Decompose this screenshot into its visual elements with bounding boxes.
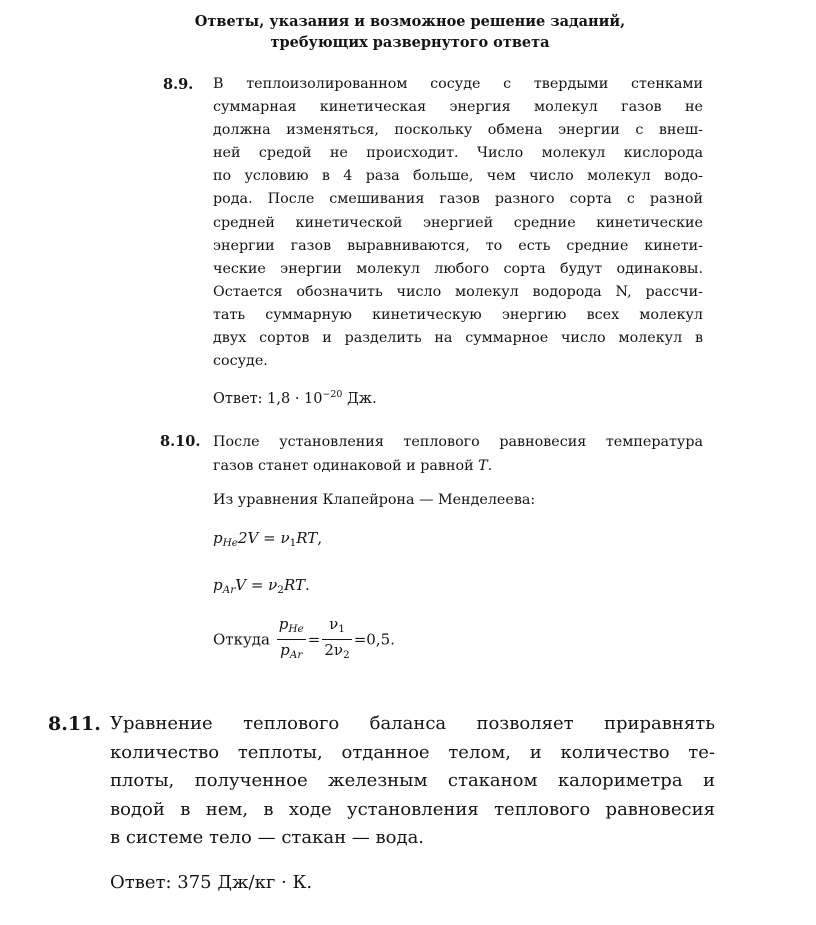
text-line: количество теплоты, отданное телом, и количество те- [110, 741, 715, 763]
problem-number: 8.10. [160, 433, 201, 450]
equals-sign: = [307, 630, 321, 649]
header-line-2: требующих развернутого ответа [270, 34, 550, 51]
problem-text [213, 73, 703, 373]
eq-symbol: 2ν [324, 641, 343, 659]
text-line: по условию в 4 раза больше, чем число молекул водо- [213, 168, 703, 185]
text-line: суммарная кинетическая энергия молекул газов не [213, 99, 703, 116]
eq-symbol: p [278, 615, 289, 633]
text-line: в системе тело — стакан — вода. [110, 827, 425, 848]
text-line: водой в нем, в ходе установления теплового равновесия [110, 798, 715, 820]
eq-symbol: p [280, 641, 290, 659]
text-fragment: . [487, 458, 493, 474]
eq-subscript: Ar [222, 584, 236, 596]
answer-exponent: −20 [322, 389, 343, 401]
text-line: Остается обозначить число молекул водорода N, рассчи- [213, 283, 703, 300]
answer [110, 869, 715, 898]
eq-punct: . [305, 576, 310, 594]
fraction-denominator [322, 640, 351, 665]
eq-symbol: 2V = ν [237, 529, 290, 547]
eq-symbol: p [213, 529, 223, 547]
answer-value: 375 Дж/кг · К. [177, 871, 313, 893]
eq-symbol: p [213, 576, 223, 594]
text-line: энергии газов выравниваются, то есть средние кинети- [213, 237, 703, 254]
section-header [130, 11, 690, 53]
text-line [213, 454, 703, 478]
eq-subscript: 2 [277, 584, 284, 596]
eq-subscript: He [288, 623, 304, 635]
text-line: В теплоизолированном сосуде с твердыми стенками [213, 76, 703, 92]
problem-number: 8.9. [163, 76, 194, 93]
text-line: После установления теплового равновесия температура [213, 434, 703, 450]
fraction-numerator [322, 614, 351, 640]
text-line: плоты, полученное железным стаканом калориметра и [110, 770, 715, 791]
eq-punct: , [317, 529, 323, 547]
pressure-ratio-fraction [277, 614, 306, 665]
eq-subscript: Ar [289, 649, 303, 661]
text-line: ческие энергии молекул любого сорта будут одинаковы. [213, 260, 703, 277]
result-value: 0,5. [366, 630, 395, 649]
equals-sign: = [353, 630, 367, 649]
answer-label: Ответ: [110, 871, 172, 893]
answer-label: Ответ: [213, 391, 263, 408]
answer [213, 383, 703, 411]
answer-unit: Дж. [346, 391, 377, 408]
eq-symbol: V = ν [235, 576, 278, 594]
text-line: ней средой не происходит. Число молекул кислорода [213, 145, 703, 162]
result-line [213, 614, 703, 665]
text-line: средней кинетической энергией средние кинетические [213, 214, 703, 231]
fraction-denominator [277, 640, 306, 665]
equation-1 [213, 526, 703, 555]
moles-ratio-fraction [322, 614, 351, 665]
text-line: рода. После смешивания газов разного сорта с разной [213, 191, 703, 208]
problem-text [110, 710, 715, 853]
eq-symbol: ν [329, 615, 339, 633]
problem-body [110, 710, 715, 897]
eq-symbol: RT [283, 576, 306, 594]
text-line: сосуде. [213, 353, 268, 370]
result-word: Откуда [213, 630, 270, 649]
equation-2 [213, 573, 703, 602]
eq-subscript: 2 [343, 649, 350, 661]
text-fragment: газов станет одинаковой и равной [213, 458, 474, 474]
header-line-1: Ответы, указания и возможное решение заданий, [194, 13, 626, 30]
text-line: должна изменяться, поскольку обмена энергии с внеш- [213, 122, 703, 139]
eq-symbol: RT [296, 529, 318, 547]
text-line: тать суммарную кинетическую энергию всех молекул [213, 306, 703, 323]
problem-body [213, 73, 703, 411]
temperature-var: T [478, 458, 488, 474]
problem-number: 8.11. [48, 713, 101, 735]
eq-subscript: He [222, 537, 238, 549]
problem-body [213, 430, 703, 665]
eq-subscript: 1 [338, 623, 345, 635]
text-line: двух сортов и разделить на суммарное число молекул в [213, 330, 703, 347]
text-line: Уравнение теплового баланса позволяет приравнять [110, 713, 715, 734]
answer-mantissa: 1,8 · 10 [267, 391, 323, 408]
fraction-numerator [277, 614, 306, 640]
eq-subscript: 1 [289, 537, 297, 549]
clapeyron-line: Из уравнения Клапейрона — Менделеева: [213, 492, 536, 508]
